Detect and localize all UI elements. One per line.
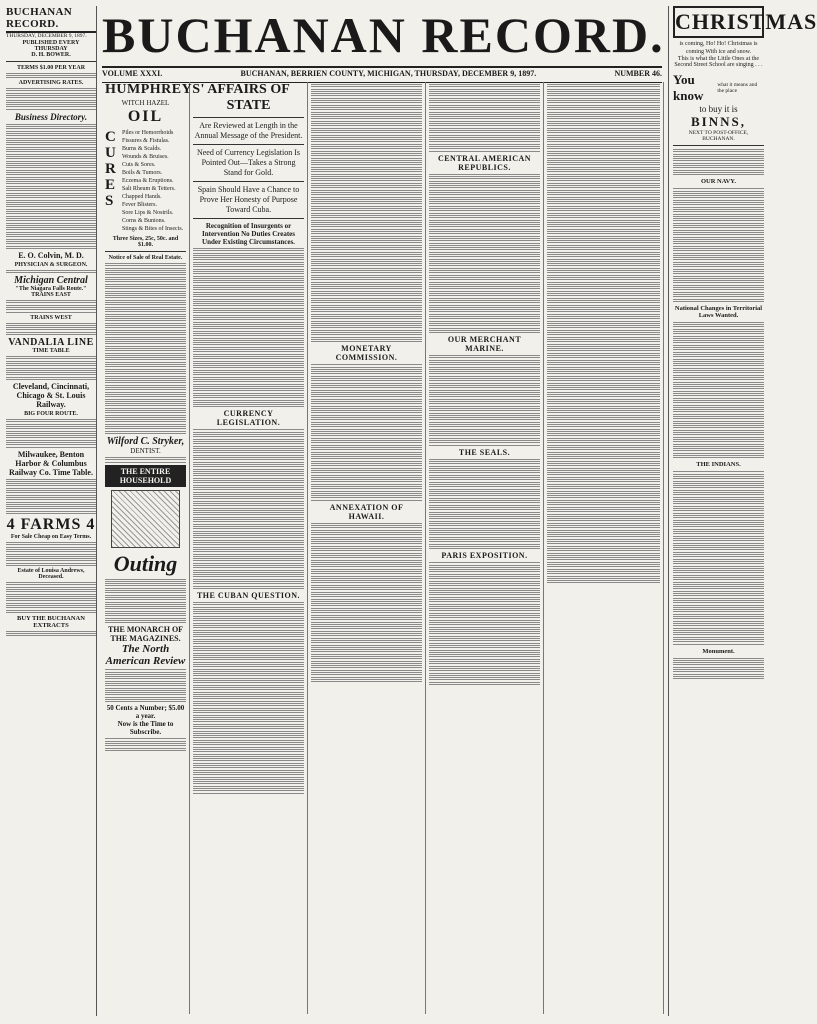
text-block <box>311 84 422 342</box>
text-block <box>105 263 186 434</box>
text-block <box>673 149 764 175</box>
timetable <box>6 356 96 380</box>
text-block <box>429 562 540 685</box>
divider <box>193 181 304 182</box>
headline-deck-1: Are Reviewed at Length in the Annual Message of the President. <box>194 121 303 140</box>
text-block <box>429 459 540 550</box>
next-to-post-office: NEXT TO POST-OFFICE, BUCHANAN. <box>688 130 749 142</box>
column-2 <box>190 82 308 1014</box>
timetable <box>6 419 96 448</box>
timetable <box>6 479 96 514</box>
headline-deck-4: Recognition of Insurgents or Intervention No Duties Creates Under Existing Circumstances. <box>202 222 295 246</box>
text-block <box>673 658 764 680</box>
cuban-question-heading: THE CUBAN QUESTION. <box>196 590 301 600</box>
column-4 <box>426 82 544 1014</box>
cure-letters: C U R E S <box>105 129 116 209</box>
alaska-heading: National Changes in Territorial Laws Wanted. <box>674 304 763 319</box>
currency-legislation-heading: CURRENCY LEGISLATION. <box>216 409 281 428</box>
divider <box>105 251 186 252</box>
stryker-ad-title: Wilford C. Stryker, <box>106 435 185 447</box>
text-block <box>105 669 186 702</box>
niagara-route: "The Niagara Falls Route." <box>15 286 87 293</box>
dateline-bar <box>102 66 662 83</box>
outing-illustration <box>111 490 180 548</box>
text-block <box>193 602 304 794</box>
central-american-heading: CENTRAL AMERICAN REPUBLICS. <box>437 153 532 172</box>
farms-heading: 4 FARMS 4 <box>6 516 96 534</box>
annexation-hawaii-heading: ANNEXATION OF HAWAII. <box>329 502 404 521</box>
divider <box>6 61 96 62</box>
christmas-rhyme: is coming, Ho! Ho! Christmas is coming With ice and snow. <box>679 41 758 55</box>
you-know-text: You know <box>673 72 704 103</box>
divider <box>193 218 304 219</box>
masthead: BUCHANAN RECORD. <box>102 7 665 63</box>
outing-magazine-title: Outing <box>113 550 178 576</box>
physician-title: PHYSICIAN & SURGEON. <box>14 261 88 268</box>
volume: VOLUME XXXI. <box>102 69 163 78</box>
headline-deck-2: Need of Currency Legislation Is Pointed Out—Takes a Strong Stand for Gold. <box>196 148 301 177</box>
text-block <box>673 188 764 302</box>
time-table-heading: TIME TABLE <box>32 348 70 355</box>
left-column <box>6 6 97 1016</box>
paris-exposition-heading: PARIS EXPOSITION. <box>441 551 528 561</box>
text-block <box>6 582 96 613</box>
cures-list <box>105 129 186 233</box>
monetary-commission-heading: MONETARY COMMISSION. <box>335 344 398 363</box>
publisher-name: D. H. BOWER. <box>31 51 71 58</box>
divider <box>193 117 304 118</box>
farms-subheading: For Sale Cheap on Easy Terms. <box>10 534 92 541</box>
text-block <box>193 429 304 588</box>
text-block <box>6 73 96 79</box>
subscribe-now: Now is the Time to Subscribe. <box>117 720 174 737</box>
real-estate-notice: Notice of Sale of Real Estate. <box>108 255 183 261</box>
trains-west: TRAINS WEST <box>30 314 72 321</box>
affairs-of-state-headline: AFFAIRS OF STATE <box>207 82 290 113</box>
big-four-route: BIG FOUR ROUTE. <box>24 411 78 418</box>
terms: TERMS $1.00 PER YEAR <box>16 64 86 71</box>
newspaper-page <box>6 6 817 1018</box>
issue-number: NUMBER 46. <box>614 69 662 78</box>
timetable <box>6 323 96 335</box>
oil-heading: OIL <box>127 108 164 125</box>
north-american-review-title: The North American Review <box>105 643 186 668</box>
text-block <box>105 738 186 750</box>
right-column <box>668 6 817 1016</box>
merchant-marine-heading: OUR MERCHANT MARINE. <box>447 335 522 354</box>
what-it-means: what it means and the place <box>717 82 758 94</box>
text-block <box>105 579 186 624</box>
review-price: 50 Cents a Number; $5.00 a year. <box>106 704 185 721</box>
witch-hazel: WITCH HAZEL <box>121 99 170 107</box>
column-1 <box>102 82 205 1014</box>
dentist-label: DENTIST. <box>130 446 161 455</box>
text-block <box>6 88 96 110</box>
our-navy-heading: OUR NAVY. <box>700 178 737 186</box>
text-block <box>673 471 764 644</box>
text-block <box>105 457 186 463</box>
trains-east: TRAINS EAST <box>31 292 71 299</box>
text-block <box>311 523 422 682</box>
prices: Three Sizes, 25c, 50c. and $1.00. <box>112 236 179 248</box>
little-ones-line: This is what the Little Ones at the Second Street School are singing . . . <box>674 56 763 68</box>
binns-name: BINNS, <box>691 114 746 129</box>
seals-heading: THE SEALS. <box>458 447 511 457</box>
milwaukee-railway-heading: Milwaukee, Benton Harbor & Columbus Railway Co. Time Table. <box>9 449 93 477</box>
business-directory-heading: Business Directory. <box>14 111 88 122</box>
physician-name: E. O. Colvin, M. D. <box>18 250 84 260</box>
text-block <box>6 124 96 249</box>
buchanan-extracts-ad: BUY THE BUCHANAN EXTRACTS <box>17 614 85 629</box>
monument-heading: Monument. <box>702 647 735 655</box>
dateline: BUCHANAN, BERRIEN COUNTY, MICHIGAN, THURSDAY, DECEMBER 9, 1897. <box>240 69 537 78</box>
column-5 <box>544 82 664 1014</box>
text-block <box>429 174 540 333</box>
text-block <box>193 248 304 407</box>
advertising-rates: ADVERTISING RATES. <box>18 80 84 87</box>
divider <box>673 145 764 146</box>
headline-deck-3: Spain Should Have a Chance to Prove Her Honesty of Purpose Toward Cuba. <box>197 185 300 214</box>
text-block <box>547 84 660 583</box>
to-buy-line: to buy it is <box>699 104 738 114</box>
household-banner: THE ENTIRE HOUSEHOLD <box>105 465 186 487</box>
published-line: PUBLISHED EVERY THURSDAY <box>22 39 80 52</box>
estate-notice-heading: Estate of Louisa Andrews, Deceased. <box>17 568 85 581</box>
text-block <box>6 631 96 637</box>
cleveland-railway-heading: Cleveland, Cincinnati, Chicago & St. Louis Railway. <box>12 382 90 410</box>
timetable <box>6 300 96 312</box>
you-know-line <box>673 72 764 104</box>
column-3 <box>308 82 426 1014</box>
indians-heading: THE INDIANS. <box>696 461 741 469</box>
vandalia-line-heading: VANDALIA LINE <box>8 337 94 349</box>
text-block <box>429 355 540 446</box>
left-date: THURSDAY, DECEMBER 9, 1897. <box>6 33 87 39</box>
monarch-magazines: THE MONARCH OF THE MAGAZINES. <box>107 625 184 644</box>
text-block <box>673 322 764 459</box>
text-block <box>429 84 540 152</box>
humphreys-ad-title: HUMPHREYS' <box>105 82 205 97</box>
christmas-banner: CHRISTMAS <box>673 6 764 38</box>
cure-items: Piles or Hemorrhoids Fissures & Fistulas. Burns & Scalds. Wounds & Bruises. Cuts & Sores. Boils & Tumors. Eczema & Eruptions. Salt Rheum & Tetters. Chapped Hands. Fever Blisters. Sore Lips & Nostrils. Corns & Bunions. Stings & Bites of Insects. <box>122 130 184 232</box>
text-block <box>311 364 422 501</box>
small-masthead: BUCHANAN RECORD. <box>6 6 96 33</box>
divider <box>193 144 304 145</box>
michigan-central-heading: Michigan Central <box>14 275 88 287</box>
text-block <box>6 542 96 566</box>
text-block <box>6 270 96 273</box>
